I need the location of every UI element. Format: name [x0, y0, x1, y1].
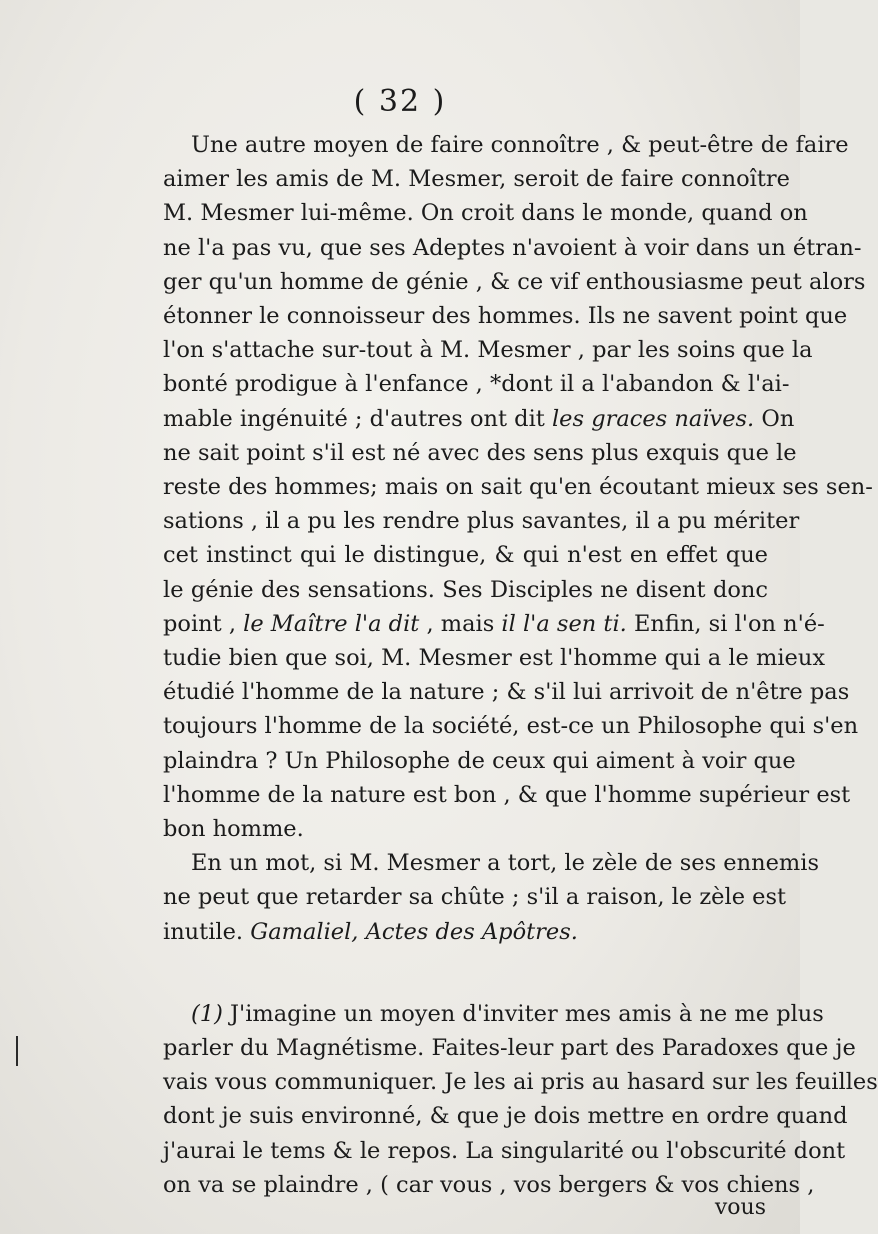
main-text	[163, 128, 878, 1202]
footnote	[163, 997, 878, 1202]
text-line: parler du Magnétisme. Faites-leur part des Paradoxes que je	[163, 1035, 856, 1062]
text-line: M. Mesmer lui-même. On croit dans le monde, quand on	[163, 200, 808, 227]
text-line: sations , il a pu les rendre plus savantes, il a pu mériter	[163, 508, 800, 535]
text-line: dont je suis environné, & que je dois mettre en ordre quand	[163, 1103, 848, 1130]
text-line: étonner le connoisseur des hommes. Ils ne savent point que	[163, 303, 848, 330]
italic-phrase: le Maître l'a dit	[243, 610, 420, 637]
text-line: ger qu'un homme de génie , & ce vif enthousiasme peut alors	[163, 268, 866, 295]
catchword: vous	[714, 1195, 766, 1220]
text-segment: On	[761, 405, 795, 432]
text-segment: mable ingénuité ; d'autres ont dit	[163, 405, 545, 432]
text-line: ne l'a pas vu, que ses Adeptes n'avoient à voir dans un étran-	[163, 234, 862, 261]
text-line: l'on s'attache sur-tout à M. Mesmer , par les soins que la	[163, 337, 813, 364]
text-line: étudié l'homme de la nature ; & s'il lui arrivoit de n'être pas	[163, 679, 850, 706]
text-line: ne sait point s'il est né avec des sens plus exquis que le	[163, 439, 797, 466]
italic-phrase: il l'a sen ti.	[501, 610, 627, 637]
text-line: ne peut que retarder sa chûte ; s'il a raison, le zèle est	[163, 884, 787, 911]
text-line: tudie bien que soi, M. Mesmer est l'homme qui a le mieux	[163, 645, 826, 672]
text-segment: point ,	[163, 610, 236, 637]
text-line: aimer les amis de M. Mesmer, seroit de faire connoître	[163, 166, 790, 193]
text-segment: J'imagine un moyen d'inviter mes amis à ne me plus	[230, 1000, 824, 1027]
text-segment: inutile.	[163, 918, 244, 945]
text-segment: Enfin, si l'on n'é-	[633, 610, 825, 637]
text-line	[163, 607, 825, 641]
text-line	[163, 997, 824, 1031]
section-gap	[163, 949, 768, 997]
text-line: toujours l'homme de la société, est-ce un Philosophe qui s'en	[163, 713, 859, 740]
text-line: j'aurai le tems & le repos. La singularité ou l'obscurité dont	[163, 1137, 846, 1164]
text-line: En un mot, si M. Mesmer a tort, le zèle de ses ennemis	[191, 850, 820, 877]
text-line: cet instinct qui le distingue, & qui n'est en effet que	[163, 542, 768, 569]
text-line: vais vous communiquer. Je les ai pris au hasard sur les feuilles	[163, 1069, 878, 1096]
text-segment: , mais	[426, 610, 495, 637]
text-line: reste des hommes; mais on sait qu'en écoutant mieux ses sen-	[163, 474, 873, 501]
text-line: le génie des sensations. Ses Disciples ne disent donc	[163, 576, 768, 603]
text-line: Une autre moyen de faire connoître , & peut-être de faire	[191, 132, 849, 158]
text-line	[163, 915, 768, 949]
italic-citation: Gamaliel, Actes des Apôtres.	[250, 918, 578, 945]
text-line: bonté prodigue à l'enfance , *dont il a l'abandon & l'ai-	[163, 371, 790, 398]
paragraph-1	[163, 128, 873, 846]
text-line: bon homme.	[163, 816, 304, 843]
text-line: l'homme de la nature est bon , & que l'homme supérieur est	[163, 781, 851, 808]
paragraph-2	[163, 846, 820, 949]
text-line	[163, 402, 795, 436]
footnote-mark: (1)	[191, 1000, 223, 1027]
page-number: ( 32 )	[353, 84, 447, 119]
italic-phrase: les graces naïves.	[551, 405, 755, 432]
margin-mark	[16, 1036, 18, 1066]
text-line: on va se plaindre , ( car vous , vos bergers & vos chiens ,	[163, 1171, 815, 1198]
text-line: plaindra ? Un Philosophe de ceux qui aiment à voir que	[163, 747, 796, 774]
